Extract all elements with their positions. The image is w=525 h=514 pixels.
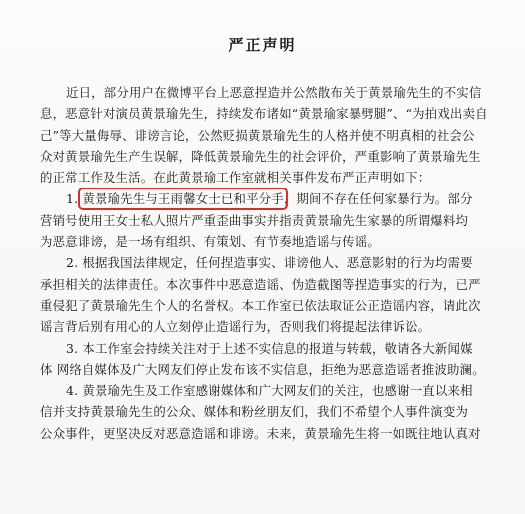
paragraph-line: 己”等大量侮辱、诽谤言论，公然贬损黄景瑜先生的人格并使不明真相的社会公 — [40, 127, 475, 143]
paragraph-line: 公众事件，更坚决反对恶意造谣和诽谤。未来，黄景瑜先生将一如既往地认真对 — [40, 425, 481, 441]
paragraph-line: 为恶意诽谤，是一场有组织、有策划、有节奏地造谣与传谣。 — [40, 234, 380, 250]
paragraph-line: 营销号使用王女士私人照片严重歪曲事实并指责黄景瑜先生家暴的所谓爆料均 — [40, 212, 469, 228]
page-title: 严正声明 — [228, 36, 297, 54]
paragraph-line: 近日，部分用户在微博平台上恶意捏造并公然散布关于黄景瑜先生的不实信 — [66, 85, 482, 100]
paragraph-line: 谣言背后别有用心的人立刻停止造谣行为，否则我们将提起法律诉讼。 — [40, 319, 431, 335]
paragraph-line: 的正常工作及生活。在此黄景瑜工作室就相关事件发布严正声明如下： — [40, 170, 431, 186]
numbered-item-2: 2. 根据我国法律规定，任何捏造事实、诽谤他人、恶意影射的行为均需要 — [66, 255, 473, 271]
paragraph-line: 息，恶意针对演员黄景瑜先生，持续发布诸如“黄景瑜家暴劈腿”、“为拍戏出卖自 — [40, 106, 488, 122]
paragraph-line: 众对黄景瑜先生产生误解，降低黄景瑜先生的社会评价，严重影响了黄景瑜先生 — [40, 148, 481, 164]
highlighted-statement: 黄景瑜先生与王雨馨女士已和平分手 — [82, 191, 284, 207]
item-number: 1. — [66, 191, 79, 207]
paragraph-line: 信并支持黄景瑜先生的公众、媒体和粉丝朋友们，我们不希望个人事件演变为 — [40, 404, 469, 420]
numbered-item-1 — [40, 188, 494, 209]
statement-continuation: ，期间不存在任何家暴行为。部分 — [283, 191, 473, 207]
paragraph-line: 承担相关的法律责任。本次事件中恶意造谣、伪造截图等捏造事实的行为，已严 — [40, 276, 481, 292]
statement-body — [40, 82, 494, 444]
paragraph-line: 重侵犯了黄景瑜先生个人的名誉权。本工作室已依法取证公正造谣内容，请此次 — [40, 297, 481, 313]
numbered-item-3: 3. 本工作室会持续关注对于上述不实信息的报道与转载，敬请各大新闻媒 — [66, 340, 473, 356]
paragraph-line: 体 网络自媒体及广大网友们停止发布该不实信息，拒绝为恶意造谣者推波助澜。 — [40, 361, 485, 377]
numbered-item-4: 4. 黄景瑜先生及工作室感谢媒体和广大网友们的关注，也感谢一直以来相 — [66, 383, 473, 399]
